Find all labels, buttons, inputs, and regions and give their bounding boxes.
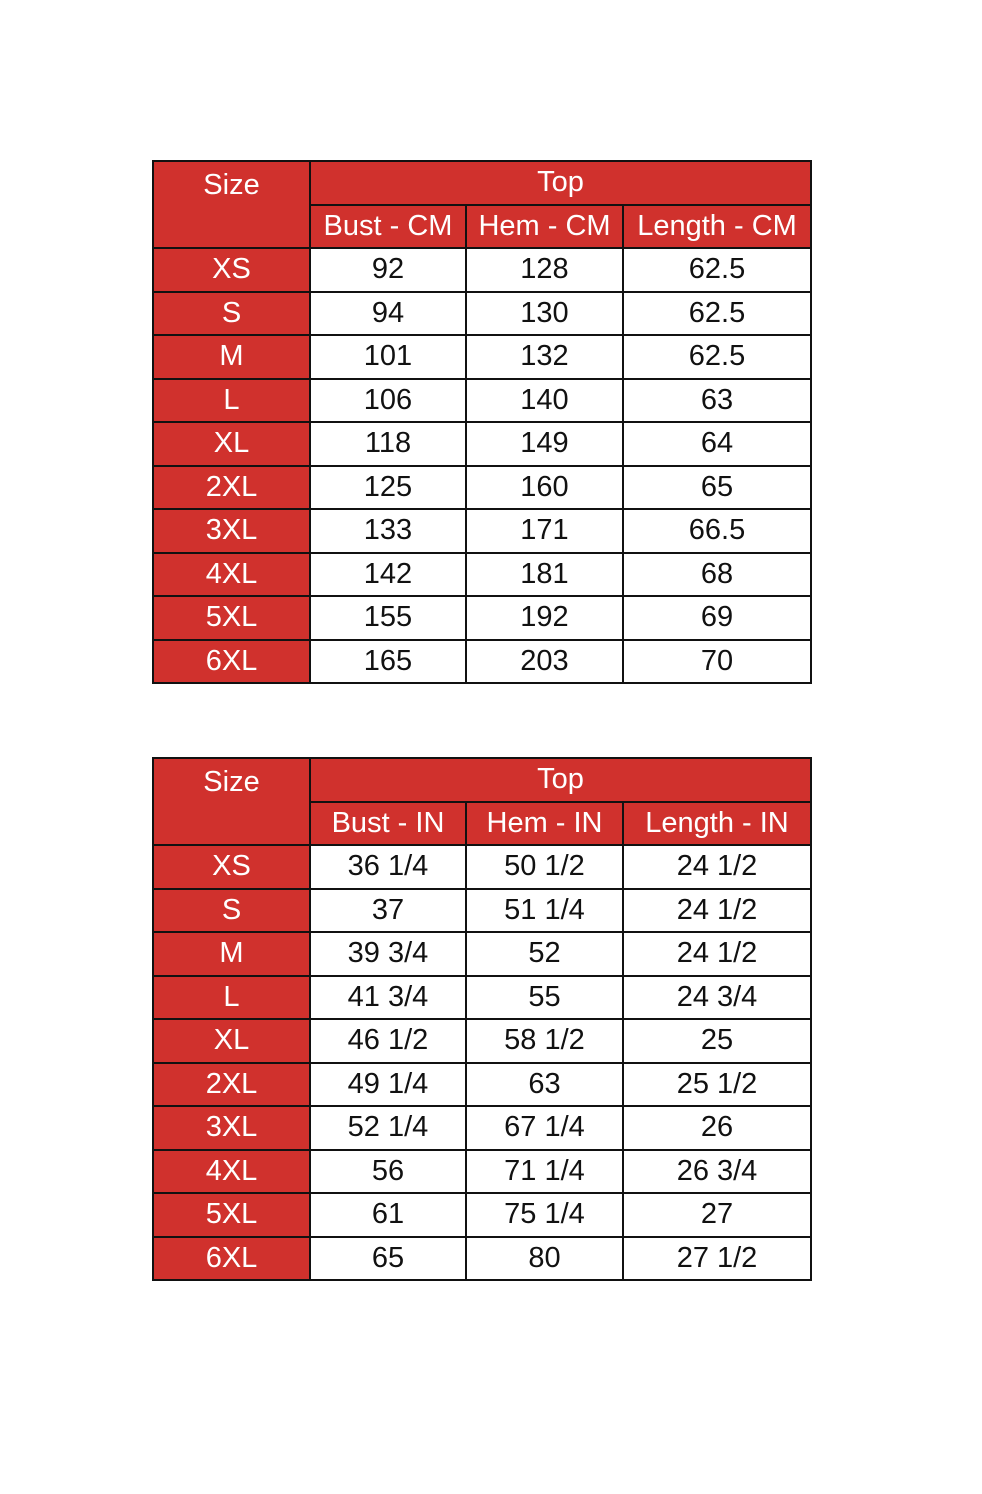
size-label-cell: 2XL: [153, 1063, 310, 1107]
size-label-cell: XL: [153, 1019, 310, 1063]
table-row: [153, 292, 811, 336]
size-label-cell: XL: [153, 422, 310, 466]
bust-value-cell: 94: [310, 292, 466, 336]
length-value-cell: 27: [623, 1193, 811, 1237]
hem-value-cell: 203: [466, 640, 623, 684]
length-value-cell: 63: [623, 379, 811, 423]
top-group-header: Top: [310, 758, 811, 802]
bust-value-cell: 61: [310, 1193, 466, 1237]
length-value-cell: 62.5: [623, 292, 811, 336]
size-label-cell: XS: [153, 845, 310, 889]
table-row: [153, 379, 811, 423]
size-label-cell: M: [153, 335, 310, 379]
length-value-cell: 66.5: [623, 509, 811, 553]
table-header-row: [153, 161, 811, 205]
length-value-cell: 62.5: [623, 248, 811, 292]
size-label-cell: 3XL: [153, 509, 310, 553]
hem-value-cell: 132: [466, 335, 623, 379]
bust-column-header: Bust - IN: [310, 802, 466, 846]
table-row: [153, 845, 811, 889]
table-row: [153, 596, 811, 640]
table-row: [153, 1063, 811, 1107]
bust-value-cell: 118: [310, 422, 466, 466]
length-value-cell: 26: [623, 1106, 811, 1150]
size-label-cell: 4XL: [153, 553, 310, 597]
size-column-header: Size: [153, 161, 310, 248]
table-row: [153, 1106, 811, 1150]
length-value-cell: 24 1/2: [623, 889, 811, 933]
size-label-cell: 6XL: [153, 640, 310, 684]
bust-value-cell: 56: [310, 1150, 466, 1194]
table-header-row: [153, 758, 811, 802]
table-row: [153, 932, 811, 976]
bust-value-cell: 165: [310, 640, 466, 684]
table-row: [153, 1237, 811, 1281]
length-value-cell: 68: [623, 553, 811, 597]
hem-column-header: Hem - IN: [466, 802, 623, 846]
length-value-cell: 25: [623, 1019, 811, 1063]
table-row: [153, 335, 811, 379]
hem-value-cell: 50 1/2: [466, 845, 623, 889]
hem-value-cell: 192: [466, 596, 623, 640]
hem-value-cell: 58 1/2: [466, 1019, 623, 1063]
size-label-cell: M: [153, 932, 310, 976]
length-value-cell: 62.5: [623, 335, 811, 379]
table-body: [153, 248, 811, 683]
hem-value-cell: 149: [466, 422, 623, 466]
hem-value-cell: 160: [466, 466, 623, 510]
bust-value-cell: 155: [310, 596, 466, 640]
hem-value-cell: 181: [466, 553, 623, 597]
hem-value-cell: 130: [466, 292, 623, 336]
table-row: [153, 1150, 811, 1194]
size-column-header: Size: [153, 758, 310, 845]
size-label-cell: 4XL: [153, 1150, 310, 1194]
bust-value-cell: 49 1/4: [310, 1063, 466, 1107]
table-row: [153, 509, 811, 553]
hem-value-cell: 67 1/4: [466, 1106, 623, 1150]
bust-value-cell: 101: [310, 335, 466, 379]
size-chart-table-cm: [152, 160, 812, 684]
bust-value-cell: 41 3/4: [310, 976, 466, 1020]
table-row: [153, 1019, 811, 1063]
size-label-cell: 2XL: [153, 466, 310, 510]
hem-value-cell: 80: [466, 1237, 623, 1281]
bust-value-cell: 46 1/2: [310, 1019, 466, 1063]
hem-value-cell: 55: [466, 976, 623, 1020]
bust-value-cell: 92: [310, 248, 466, 292]
length-value-cell: 24 1/2: [623, 932, 811, 976]
length-column-header: Length - CM: [623, 205, 811, 249]
size-label-cell: 3XL: [153, 1106, 310, 1150]
bust-value-cell: 106: [310, 379, 466, 423]
table-row: [153, 553, 811, 597]
length-value-cell: 70: [623, 640, 811, 684]
size-label-cell: 5XL: [153, 1193, 310, 1237]
table-row: [153, 422, 811, 466]
length-value-cell: 27 1/2: [623, 1237, 811, 1281]
length-value-cell: 24 3/4: [623, 976, 811, 1020]
table-row: [153, 640, 811, 684]
bust-value-cell: 37: [310, 889, 466, 933]
bust-value-cell: 39 3/4: [310, 932, 466, 976]
hem-value-cell: 140: [466, 379, 623, 423]
length-value-cell: 25 1/2: [623, 1063, 811, 1107]
size-label-cell: S: [153, 889, 310, 933]
bust-column-header: Bust - CM: [310, 205, 466, 249]
table-row: [153, 889, 811, 933]
hem-value-cell: 171: [466, 509, 623, 553]
size-label-cell: XS: [153, 248, 310, 292]
bust-value-cell: 133: [310, 509, 466, 553]
hem-value-cell: 75 1/4: [466, 1193, 623, 1237]
bust-value-cell: 65: [310, 1237, 466, 1281]
table-row: [153, 1193, 811, 1237]
table-row: [153, 466, 811, 510]
bust-value-cell: 52 1/4: [310, 1106, 466, 1150]
length-value-cell: 24 1/2: [623, 845, 811, 889]
size-label-cell: S: [153, 292, 310, 336]
bust-value-cell: 142: [310, 553, 466, 597]
length-column-header: Length - IN: [623, 802, 811, 846]
size-label-cell: 6XL: [153, 1237, 310, 1281]
length-value-cell: 64: [623, 422, 811, 466]
bust-value-cell: 125: [310, 466, 466, 510]
hem-column-header: Hem - CM: [466, 205, 623, 249]
length-value-cell: 26 3/4: [623, 1150, 811, 1194]
size-label-cell: 5XL: [153, 596, 310, 640]
size-label-cell: L: [153, 976, 310, 1020]
bust-value-cell: 36 1/4: [310, 845, 466, 889]
hem-value-cell: 52: [466, 932, 623, 976]
length-value-cell: 69: [623, 596, 811, 640]
top-group-header: Top: [310, 161, 811, 205]
hem-value-cell: 63: [466, 1063, 623, 1107]
table-row: [153, 976, 811, 1020]
hem-value-cell: 51 1/4: [466, 889, 623, 933]
size-chart-table-in: [152, 757, 812, 1281]
hem-value-cell: 71 1/4: [466, 1150, 623, 1194]
table-row: [153, 248, 811, 292]
hem-value-cell: 128: [466, 248, 623, 292]
size-label-cell: L: [153, 379, 310, 423]
length-value-cell: 65: [623, 466, 811, 510]
table-body: [153, 845, 811, 1280]
